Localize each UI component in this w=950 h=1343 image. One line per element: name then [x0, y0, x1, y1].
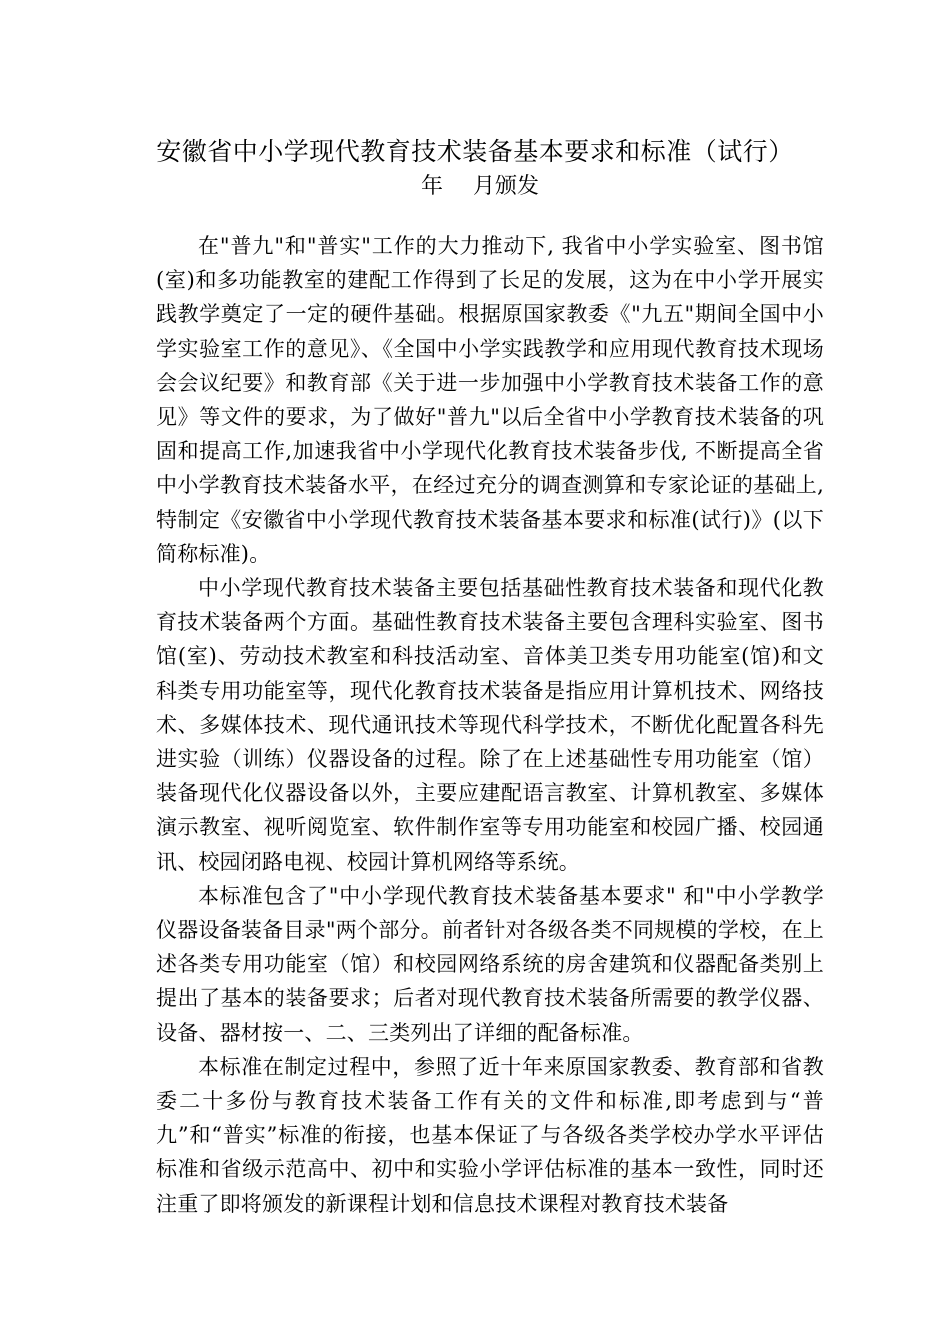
- document-body: [156, 229, 824, 1221]
- issue-date-line: [0, 170, 950, 204]
- issue-year-label: 年: [420, 174, 443, 199]
- paragraph-3: 本标准包含了"中小学现代教育技术装备基本要求" 和"中小学教学仪器设备装备目录"两个部分。前者针对各级各类不同规模的学校，在上述各类专用功能室（馆）和校园网络系统的房舍建筑和仪器配备类别上提出了基本的装备要求；后者对现代教育技术装备所需要的教学仪器、设备、器材按一、二、三类列出了详细的配备标准。: [156, 883, 824, 1045]
- document-title: 安徽省中小学现代教育技术装备基本要求和标准（试行）: [156, 137, 794, 166]
- issue-month-label: 月颁发: [473, 174, 540, 199]
- paragraph-4: 本标准在制定过程中，参照了近十年来原国家教委、教育部和省教委二十多份与教育技术装备工作有关的文件和标准,即考虑到与“普九”和“普实”标准的衔接，也基本保证了与各级各类学校办学水平评估标准和省级示范高中、初中和实验小学评估标准的基本一致性，同时还注重了即将颁发的新课程计划和信息技术课程对教育技术装备: [156, 1054, 824, 1216]
- paragraph-2: 中小学现代教育技术装备主要包括基础性教育技术装备和现代化教育技术装备两个方面。基础性教育技术装备主要包含理科实验室、图书馆(室)、劳动技术教室和科技活动室、音体美卫类专用功能室(馆)和文科类专用功能室等，现代化教育技术装备是指应用计算机技术、网络技术、多媒体技术、现代通讯技术等现代科学技术，不断优化配置各科先进实验（训练）仪器设备的过程。除了在上述基础性专用功能室（馆）装备现代化仪器设备以外，主要应建配语言教室、计算机教室、多媒体演示教室、视听阅览室、软件制作室等专用功能室和校园广播、校园通讯、校园闭路电视、校园计算机网络等系统。: [156, 576, 824, 874]
- paragraph-1: 在"普九"和"普实"工作的大力推动下, 我省中小学实验室、图书馆(室)和多功能教室的建配工作得到了长足的发展，这为在中小学开展实践教学奠定了一定的硬件基础。根据原国家教委《"九五"期间全国中小学实验室工作的意见》、《全国中小学实践教学和应用现代教育技术现场会会议纪要》和教育部《关于进一步加强中小学教育技术装备工作的意见》等文件的要求，为了做好"普九"以后全省中小学教育技术装备的巩固和提高工作,加速我省中小学现代化教育技术装备步伐, 不断提高全省中小学教育技术装备水平，在经过充分的调查测算和专家论证的基础上,特制定《安徽省中小学现代教育技术装备基本要求和标准(试行)》(以下简称标准)。: [156, 234, 824, 566]
